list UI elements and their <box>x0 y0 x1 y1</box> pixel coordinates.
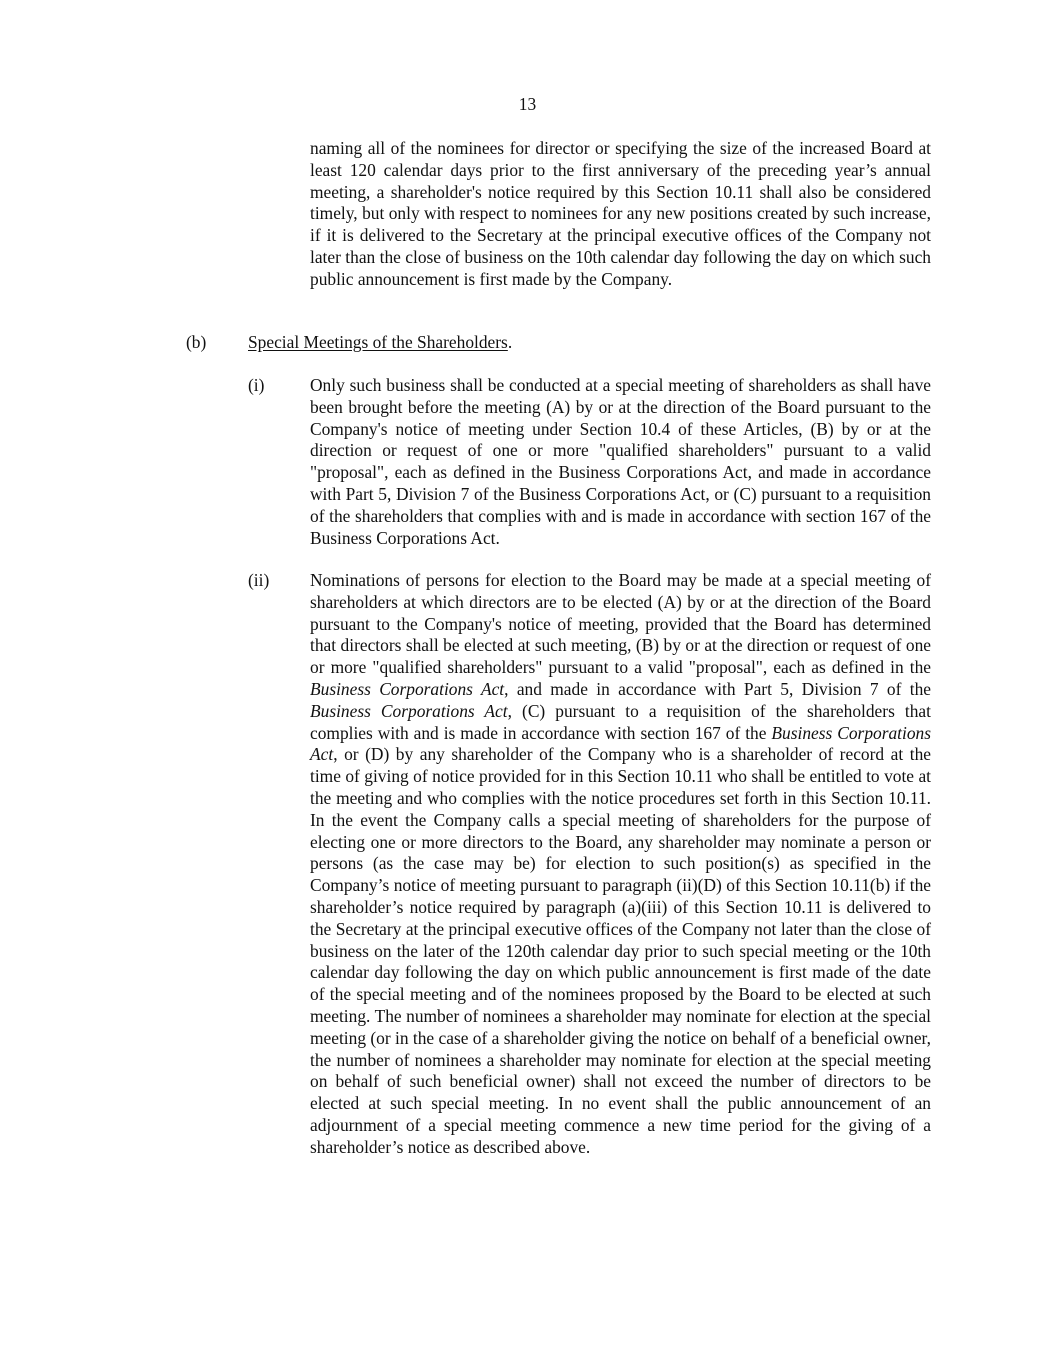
section-b-label: (b) <box>186 332 207 352</box>
item-i-paragraph: Only such business shall be conducted at a special meeting of shareholders as shall have been brought before the meeting (A) by or at the direction of the Board pursuant to the Company's notice of meeting under Section 10.4 of these Articles, (B) by or at the direction or request of one or more "qualified shareholders" pursuant to a valid "proposal", each as defined in the Business Corporations Act, and made in accordance with Part 5, Division 7 of the Business Corporations Act, or (C) pursuant to a requisition of the shareholders that complies with and is made in accordance with section 167 of the Business Corporations Act. <box>310 375 931 548</box>
item-ii-italic-act-3: Business Corporations Act <box>310 722 931 765</box>
continuation-paragraph: naming all of the nominees for director or specifying the size of the increased Board at least 120 calendar days prior to the first anniversary of the preceding year’s annual meeting, a shareholder's notice required by this Section 10.11 shall also be considered timely, but only with respect to nominees for any new positions created by such increase, if it is delivered to the Secretary at the principal executive offices of the Company not later than the close of business on the 10th calendar day following the day on which such public announcement is first made by the Company. <box>310 138 931 289</box>
section-b-heading-text: Special Meetings of the Shareholders <box>248 332 508 352</box>
item-ii-text-1: Nominations of persons for election to the Board may be made at a special meeting of shareholders at which directors are to be elected (A) by or at the direction of the Board pursuant to the Company's notice of meeting, provided that the Board has determined that directors shall be elected at such meeting, (B) by or at the direction or request of one or more "qualified shareholders" pursuant to a valid "proposal", each as defined in the <box>310 570 931 678</box>
item-ii-label: (ii) <box>248 570 270 590</box>
item-i-label: (i) <box>248 375 265 395</box>
section-b-heading-period: . <box>507 332 513 352</box>
item-ii-text-4: , or (D) by any shareholder of the Company who is a shareholder of record at the time of giving of notice provided for in this Section 10.11 who shall be entitled to vote at the meeting and who complies with the notice procedures set forth in this Section 10.11. In the event the Company calls a special meeting of shareholders for the purpose of electing one or more directors to the Board, any shareholder may nominate a person or persons (as the case may be) for election to such position(s) as specified in the Company’s notice of meeting pursuant to paragraph (ii)(D) of this Section 10.11(b) if the shareholder’s notice required by paragraph (a)(iii) of this Section 10.11 is delivered to the Secretary at the principal executive offices of the Company not later than the close of business on the later of the 120th calendar day prior to such special meeting or the 10th calendar day following the day on which public announcement is first made of the date of the special meeting and of the nominees proposed by the Board to be elected at such meeting. The number of nominees a shareholder may nominate for election at the special meeting (or in the case of a shareholder giving the notice on behalf of a beneficial owner, the number of nominees a shareholder may nominate for election at the special meeting on behalf of such beneficial owner) shall not exceed the number of directors to be elected at such special meeting. In no event shall the public announcement of an adjournment of a special meeting commence a new time period for the giving of a shareholder’s notice as described above. <box>310 744 931 1157</box>
item-ii-italic-act-1: Business Corporations Act <box>310 678 505 699</box>
item-ii-text-2: , and made in accordance with Part 5, Division 7 of the <box>504 678 931 699</box>
page-number: 13 <box>518 94 537 114</box>
item-ii-italic-act-2: Business Corporations Act <box>310 700 508 721</box>
section-b-heading <box>248 332 512 354</box>
item-ii-paragraph <box>310 570 931 1159</box>
item-ii-text-3: , (C) pursuant to a requisition of the shareholders that complies with and is made in accordance with section 167 of the <box>310 700 931 743</box>
